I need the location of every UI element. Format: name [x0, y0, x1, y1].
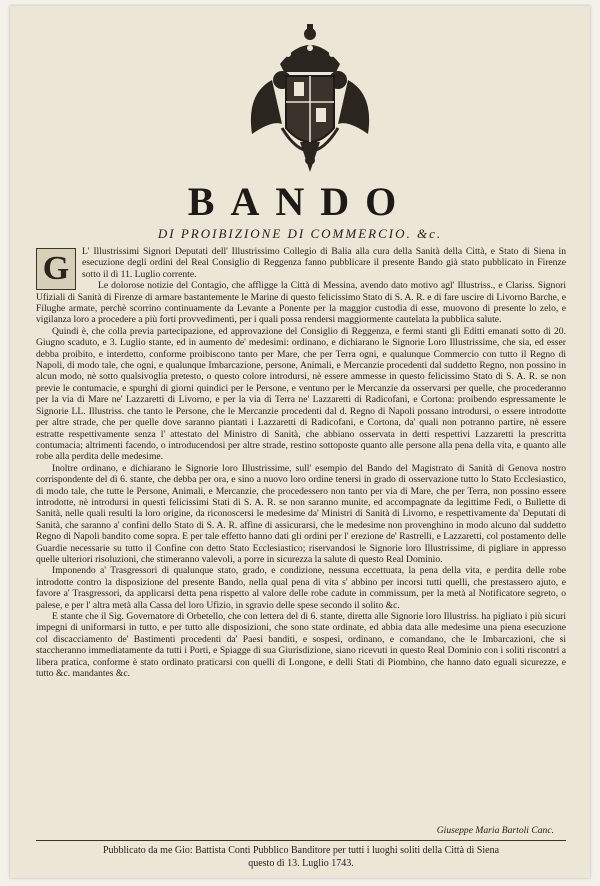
decorated-initial-icon — [36, 248, 76, 290]
paragraph-2: Le dolorose notizie del Contagio, che affligge la Città di Messina, avendo dato motivo agl' Illustriss., e Clariss. Signori Ufiziali di Sanità di Firenze di armare bastantemente le Marine di questo felicissimo Stato di S. A. R. e di fare uscire di Livorno Barche, e Filughe armate, perchè scorrino continuamente da Levante a Ponente per la maggior custodia di esse, muovono di presente lo zelo, e vigilanza loro a procedere a più forti provvedimenti, per i quali possa rendersi maggiormente cautelata la pubblica salute. — [36, 280, 566, 326]
publication-note — [36, 844, 566, 870]
paragraph-4: Inoltre ordinano, e dichiarano le Signorie loro Illustrissime, sull' esempio del Bando del Magistrato di Sanità di Genova nostro corrispondente del dì 6. stante, che debba per ora, e sino a nuovo loro ordine tenersi in grado di osservazione tutto lo Stato Ecclesiastico, di modo tale, che tutte le Persone, Animali, e Mercanzie, che procedessero non tanto per via di Mare, che per Terra, non possino essere introdotte, nè introdursi in questi felicissimi Stati di S. A. R. se non saranno munite, ed accompagnate da legittime Fedi, o Bullette di Sanità, nelle quali resulti la loro origine, da riconoscersi le medesime da' Ministri di Sanità di Livorno, e respettivamente da' Deputati di Sanità, che saranno a' confini dello Stato di S. A. R. affine di assicurarsi, che le medesime non provenghino in modo alcuno dal suddetto Regno di Napoli bandito come sopra. E per tale effetto hanno dati gli ordini per l' erezione de' Rastrelli, e Lazzaretti, col postamento delle Guardie necessarie su tutto il Confine con detto Stato Ecclesiastico; riservandosi le Signorie loro Illustrissime, di pigliare in appresso quelle ulteriori risoluzioni, che stimeranno valevoli, a porre in sicurezza la salute di questo Real Dominio. — [36, 462, 566, 565]
paragraph-5: Imponendo a' Trasgressori di qualunque stato, grado, e condizione, nessuna eccettuata, la pena della vita, e perdita delle robe introdotte contro la disposizione del presente Bando, nella qual pena di vita s' abbino per incorsi tutti quelli, che prestassero ajuto, e favore a' Trasgressori, da applicarsi detta pena rispetto al valore delle robe cadute in commissum, per la metà al Notificatore segreto, o palese, e per l' altra metà alla Cassa del loro Ufizio, in sgravio delle spese secondo il solito &c. — [36, 565, 566, 611]
proclamation-sheet — [10, 6, 590, 878]
proclamation-title: BANDO — [187, 179, 413, 224]
publication-line-2: questo dì 13. Luglio 1743. — [248, 858, 354, 869]
paragraph-6: E stante che il Sig. Governatore di Orbetello, che con lettera del dì 6. stante, diretta alle Signorie loro Illustriss. ha pigliato i più sicuri impegni di uniformarsi in tutto, e per tutto alle disposizioni, che sono state ordinate, ed abbia data alle medesime una piena esecuzione col discacciamento de' Bastimenti procedenti da' Paesi banditi, e sospesi, ordinano, e comandano, che le Imbarcazioni, che si staccheranno immediatamente da tutti i Porti, e Spiagge di sua Giurisdizione, siano ricevuti in questo Real Dominio con i soliti riscontri a libera pratica, conforme è stato ordinato praticarsi con quelli di Longone, e delli Stati di Piombino, che hanno dato eguali sicurezze, e tutto &c. mandantes &c. — [36, 611, 566, 680]
chancellor-signature: Giuseppe Maria Bartoli Canc. — [436, 825, 554, 836]
paragraph-text: L' Illustrissimi Signori Deputati dell' Illustrissimo Collegio di Balia alla cura della Sanità della Città, e Stato di Siena in esecuzione degli ordini del Real Consiglio di Reggenza fanno pubblicare il presente Bando già stato pubblicato in Firenze sotto il dì 11. Luglio corrente. — [82, 246, 566, 280]
proclamation-subtitle: DI PROIBIZIONE DI COMMERCIO. &c. — [157, 226, 443, 241]
coat-of-arms-crest-icon — [242, 24, 378, 174]
paragraph-1 — [36, 246, 566, 287]
publication-line-1: Pubblicato da me Gio: Battista Conti Pubblico Banditore per tutti i luoghi soliti della Città di Siena — [102, 845, 500, 856]
paragraph-3: Quindi è, che colla previa partecipazione, ed approvazione del Consiglio di Reggenza, e fermi stanti gli Editti emanati sotto di 20. Giugno scaduto, e 3. Luglio stante, ed in aumento de' medesimi: ordinano, e dichiarano le Signorie Loro Illustrissime, che sia, ed esser debba proibito, e interdetto, conforme proibiscono tanto per Mare, che per Terra ogni, e qualunque Commercio con tutto il Regno di Napoli, di modo tale, che ogni, e qualunque Imbarcazione, persone, Animali, e Mercanzie procedenti dal suddetto Regno, non possino in alcun modo, nè sotto qualsivoglia pretesto, o questo colore introdursi, nè essere ammesse in questo felicissimo Stato di S. A. R. se non previe le contumacie, e spurghi di giorni quindici per le Persone, e ventuno per le Mercanzie da osservarsi per quelle, che procederanno per la via di Mare ne' Lazzaretti di Livorno, e per la via di Terra ne' Lazzaretti di Radicofani, e Cortona: proibendo espressamente le Signorie LL. Illustriss. che tanto le Persone, che le Mercanzie procedenti dal d. Regno di Napoli possano introdursi, o essere introdotte per altre strade, che per quelle dove saranno piantati i Lazzaretti di Radicofani, e Cortona, da' quali non potranno partire, nè essere estratte respettivamente senza l' attestato del Ministro di Sanità, che abbiano osservata in detti respettivi Lazzaretti la prescritta contumacia; altrimenti facendo, o introducendosi per altre strade, restino sottoposte quanto alle persone alla pena della vita, e quanto alle robe alla perdita delle medesime. — [36, 325, 566, 463]
proclamation-body — [36, 246, 566, 679]
divider — [36, 840, 566, 841]
initial-letter: G — [42, 250, 70, 287]
